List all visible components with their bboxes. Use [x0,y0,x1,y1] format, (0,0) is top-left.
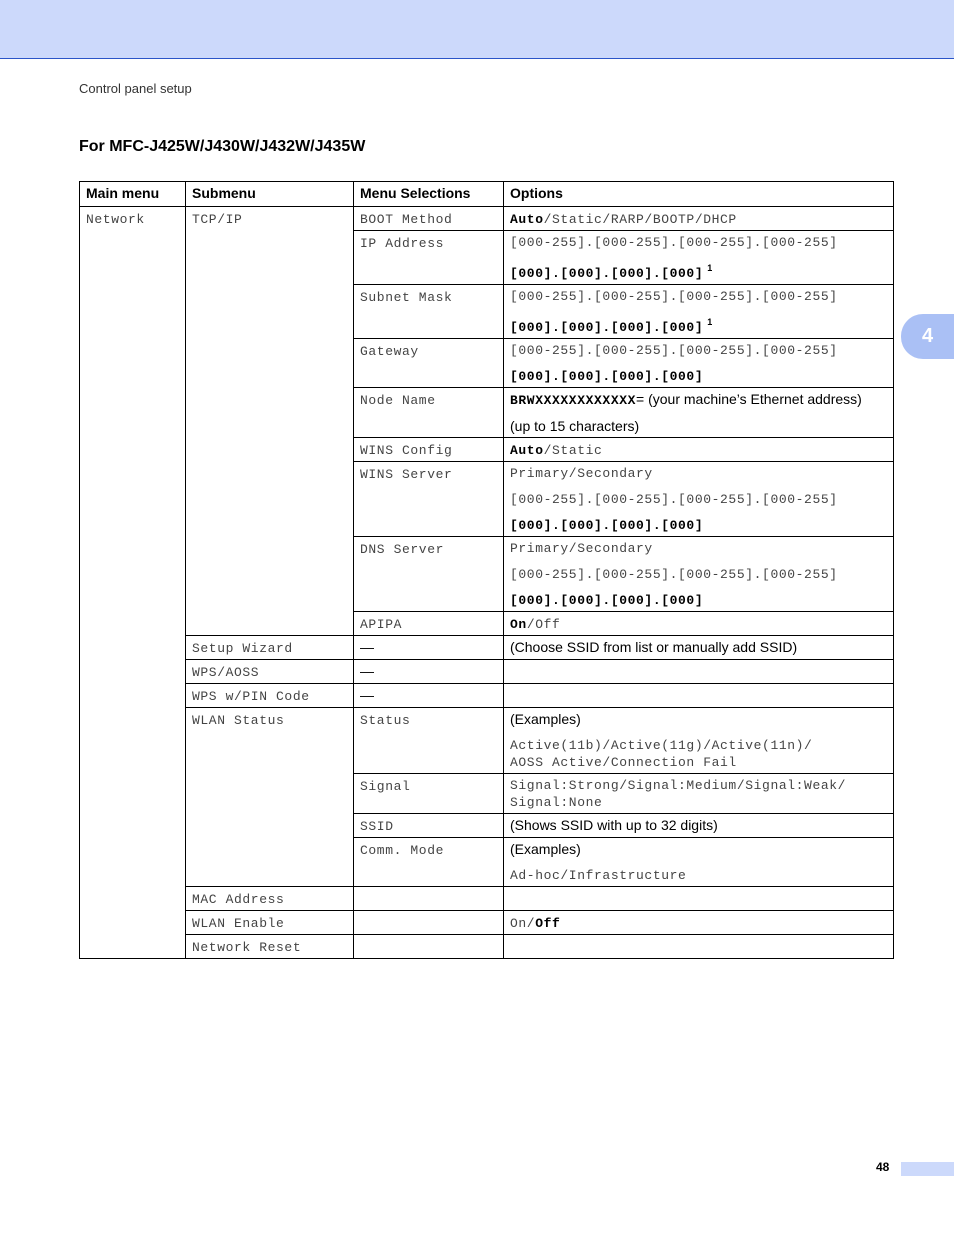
table-row [80,684,894,708]
menu-table [79,181,894,959]
table-row [80,887,894,911]
selection-wins-config: WINS Config [354,438,504,462]
table-row [80,207,894,231]
header-submenu: Submenu [186,182,354,207]
selection-wins-server: WINS Server [354,462,504,537]
footnote-marker: 1 [707,317,713,327]
options-boot-method: Auto/Static/RARP/BOOTP/DHCP [504,207,894,231]
options-ssid: (Shows SSID with up to 32 digits) [504,814,894,838]
page-number: 48 [876,1160,890,1174]
running-header: Control panel setup [79,81,192,96]
selection-mac-address [354,887,504,911]
chapter-number: 4 [921,325,934,347]
submenu-tcpip: TCP/IP [186,207,354,636]
submenu-network-reset: Network Reset [186,935,354,959]
table-row [80,660,894,684]
selection-signal: Signal [354,774,504,814]
selection-gateway: Gateway [354,339,504,388]
options-wins-server: Primary/Secondary [000-255].[000-255].[000-255].[000-255] [000].[000].[000].[000] [504,462,894,537]
selection-apipa: APIPA [354,612,504,636]
chapter-tab[interactable] [901,314,954,359]
options-setup-wizard: (Choose SSID from list or manually add SSID) [504,636,894,660]
submenu-setup-wizard: Setup Wizard [186,636,354,660]
options-network-reset [504,935,894,959]
options-apipa: On/Off [504,612,894,636]
main-menu-network: Network [80,207,186,959]
selection-wps-pin: — [354,684,504,708]
options-subnet-mask: [000-255].[000-255].[000-255].[000-255] [000].[000].[000].[000] $^1$ [504,285,894,339]
table-row [80,911,894,935]
footnote-marker: 1 [707,263,713,273]
submenu-wps-pin: WPS w/PIN Code [186,684,354,708]
selection-wlan-enable [354,911,504,935]
options-mac-address [504,887,894,911]
selection-comm-mode: Comm. Mode [354,838,504,887]
selection-subnet-mask: Subnet Mask [354,285,504,339]
header-main-menu: Main menu [80,182,186,207]
selection-network-reset [354,935,504,959]
selection-boot-method: BOOT Method [354,207,504,231]
page-footer-bar [901,1162,954,1176]
selection-node-name: Node Name [354,388,504,438]
options-wps-aoss [504,660,894,684]
options-wps-pin [504,684,894,708]
table-row [80,935,894,959]
submenu-mac-address: MAC Address [186,887,354,911]
selection-dns-server: DNS Server [354,537,504,612]
header-menu-selections: Menu Selections [354,182,504,207]
submenu-wlan-enable: WLAN Enable [186,911,354,935]
table-row [80,708,894,774]
header-options: Options [504,182,894,207]
options-wins-config: Auto/Static [504,438,894,462]
options-wlan-enable: On/Off [504,911,894,935]
options-comm-mode: (Examples) Ad-hoc/Infrastructure [504,838,894,887]
selection-ssid: SSID [354,814,504,838]
options-gateway: [000-255].[000-255].[000-255].[000-255] [000].[000].[000].[000] [504,339,894,388]
submenu-wps-aoss: WPS/AOSS [186,660,354,684]
options-ip-address: [000-255].[000-255].[000-255].[000-255] [000].[000].[000].[000] $^1$ [504,231,894,285]
selection-ip-address: IP Address [354,231,504,285]
section-title: For MFC-J425W/J430W/J432W/J435W [79,138,366,155]
selection-setup-wizard: — [354,636,504,660]
selection-status: Status [354,708,504,774]
selection-wps-aoss: — [354,660,504,684]
options-node-name: BRWXXXXXXXXXXXX= (your machine’s Ethernet address) (up to 15 characters) [504,388,894,438]
options-signal: Signal:Strong/Signal:Medium/Signal:Weak/ Signal:None [504,774,894,814]
table-row [80,636,894,660]
top-header-band [0,0,954,59]
options-dns-server: Primary/Secondary [000-255].[000-255].[000-255].[000-255] [000].[000].[000].[000] [504,537,894,612]
options-status: (Examples) Active(11b)/Active(11g)/Active(11n)/ AOSS Active/Connection Fail [504,708,894,774]
table-header-row [80,182,894,207]
submenu-wlan-status: WLAN Status [186,708,354,887]
